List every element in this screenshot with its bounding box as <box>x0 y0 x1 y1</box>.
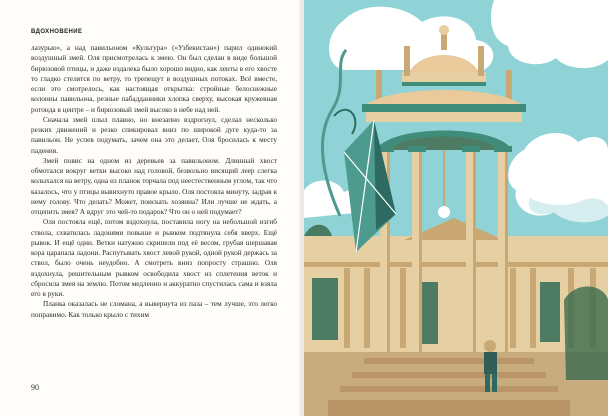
column <box>510 268 516 348</box>
body-text <box>31 43 277 320</box>
boy-leg <box>485 374 490 392</box>
column-shadow <box>505 150 508 358</box>
column <box>364 268 370 348</box>
column-shadow <box>473 150 476 358</box>
roof-band <box>362 104 526 112</box>
paragraph: Змей повис на одном из деревьев за павильоном. Длинный хвост обмотался вокруг ветки высоко над головой, безвольно висящий леер слегка колыхался на ветру, одна из планок торчала под неестественным углом, так что казалось, что у птицы вывихнуто правое крыло. Оля постояла минуту, задрав к нему голову. Что делать? Может, поискать хозяина? Или лучше не ждать, а отцепить змея? А вдруг это чей-то подарок? Что он о ней подумает? <box>31 156 277 216</box>
tree <box>564 286 608 380</box>
roof-band-lower <box>366 112 522 122</box>
capital <box>462 146 480 152</box>
left-page <box>0 0 302 416</box>
lamp-chain <box>443 150 445 206</box>
pavilion-illustration <box>304 0 608 416</box>
paragraph: Планка оказалась не сломана, а вывернута из паза – тем лучше, это легко поправимо. Как только крыло с тихим <box>31 300 277 319</box>
illustration-page <box>304 0 608 416</box>
panel <box>540 282 560 342</box>
step <box>358 364 540 372</box>
boy-head <box>484 340 496 352</box>
step <box>346 378 552 386</box>
colonnade-cornice <box>304 262 608 267</box>
panel <box>312 278 338 340</box>
step <box>364 358 534 364</box>
boy-leg <box>492 374 497 392</box>
running-head: ВДОХНОВЕНИЕ <box>31 29 83 35</box>
column <box>530 268 536 348</box>
capital <box>494 146 512 152</box>
colonnade-roof <box>304 236 608 266</box>
upper-ornament <box>402 82 486 86</box>
column-shadow <box>419 150 422 358</box>
pinnacle <box>404 46 410 76</box>
column <box>400 268 406 348</box>
capital <box>408 146 426 152</box>
lamp <box>438 206 450 218</box>
colonnade <box>304 218 608 352</box>
paragraph: Сначала змей плыл плавно, но внезапно вздрогнул, сделал несколько резких движений и резко спикировал вниз по широкой дуге куда-то за павильон. Не успев подумать, зачем она это делает, Оля бросилась к месту падения. <box>31 115 277 155</box>
pinnacle <box>376 70 382 100</box>
paragraph: лазурью», а над павильоном «Культура» («Узбекистан») парил одинокий воздушный змей. Оля присмотрелась к змею. Он был сделан в виде большой бирюзовой птицы, и даже издалека было хорошо видно, как ленты в его хвосте то гладко стелятся по ветру, то трепещут в воздушных потоках. Всё вместе, если это смотрелось, как настоящая открытка: стройные белоснежные колонны павильона, резные пабадданники хлопка сверху, высокая кружевная ротонда в центре – и бирюзовый змей высоко в небе над ней. <box>31 44 277 114</box>
pinnacle <box>478 46 484 76</box>
step <box>328 400 570 416</box>
boy-body <box>484 352 497 374</box>
column <box>344 268 350 348</box>
step <box>334 392 564 400</box>
pinnacle <box>506 70 512 100</box>
step <box>352 372 546 378</box>
paragraph: Оля постояла ещё, потом вздохнула, поставила ногу на небольшой изгиб ствола, схватилась ладонями повыше и рывком подтянула себя вверх. Ещё рывок. И ещё один. Ветки натужно скрипели под её весом, грубая шершавая кора царапала ладони. Распутывать хвост левой рукой, одной рукой держась за ствол, было очень неудобно. А смотреть вниз попросту страшно. Оля вздохнула, решительным рывком освободила хвост из сплетения веток и сбросила змея на землю. Потом медленно и аккуратно спустилась сама и взяла его в руки. <box>31 218 277 298</box>
page-number: 90 <box>31 383 39 392</box>
step <box>340 386 558 392</box>
spire-ball <box>439 25 449 35</box>
